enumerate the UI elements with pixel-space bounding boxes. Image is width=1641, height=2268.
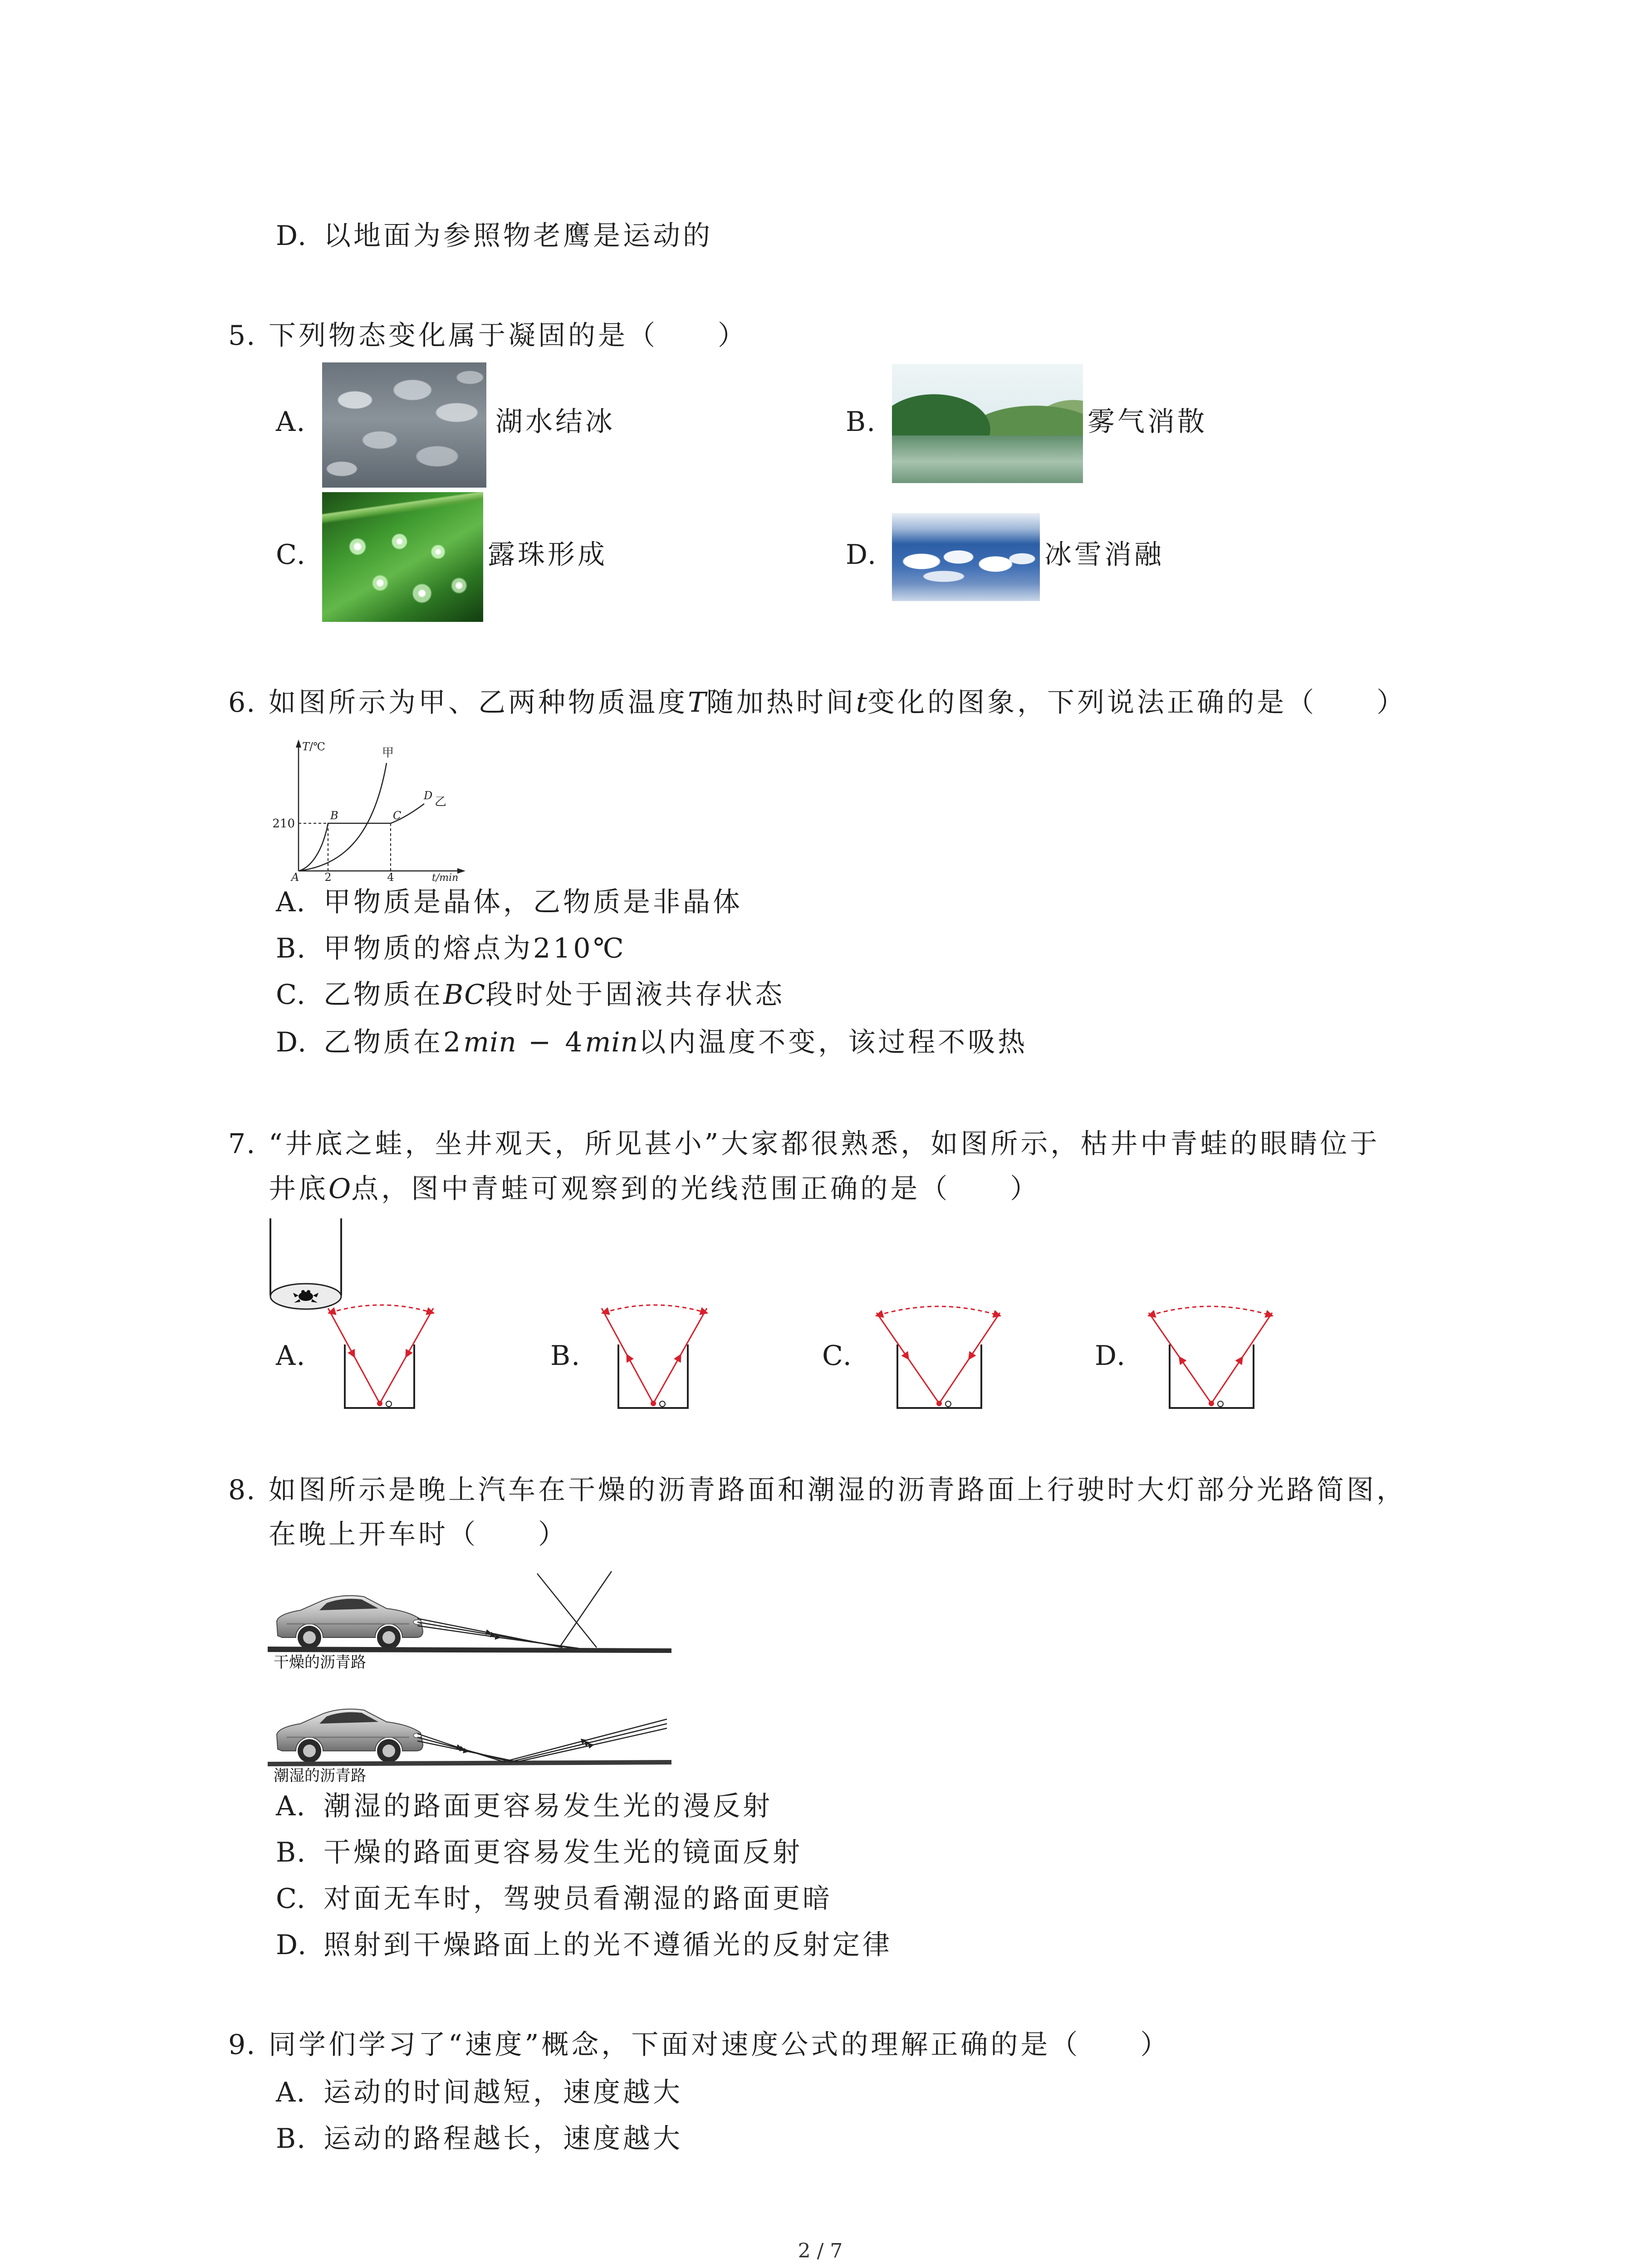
q8-option-c-label: C. (276, 1883, 306, 1915)
right-ray (1242, 1313, 1272, 1358)
q5-option-d-label: D. (846, 539, 877, 571)
q6-option-d-part: 以内温度不变，该过程不吸热 (638, 1026, 1028, 1058)
q5-stem: 下列物态变化属于凝固的是（ ） (269, 320, 748, 352)
y-axis-unit: /℃ (309, 740, 325, 753)
q7-stem-part: 井底 (269, 1173, 328, 1205)
view-range-arc (603, 1305, 706, 1313)
curve-yi (299, 804, 424, 871)
y-axis-arrow (296, 739, 301, 748)
q8-option-b-label: B. (276, 1837, 307, 1868)
q9-stem: 同学们学习了“速度”概念，下面对速度公式的理解正确的是（ ） (269, 2029, 1171, 2061)
q6-option-c-part: 乙物质在 (323, 979, 443, 1011)
q8-option-d-label: D. (276, 1929, 308, 1961)
q6-option-a-text (323, 884, 743, 920)
car-dry-road (277, 1596, 423, 1649)
q4-option-d-text: 以地面为参照物老鹰是运动的 (323, 220, 713, 252)
eye-point (1209, 1401, 1214, 1406)
q4-option-d-label: D. (276, 220, 308, 252)
q8-stem-line1: 如图所示是晚上汽车在干燥的沥青路面和潮湿的沥青路面上行驶时大灯部分光路简图， (269, 1474, 1406, 1506)
right-ray (1211, 1358, 1242, 1403)
curve-yi-label: 乙 (435, 795, 447, 809)
q6-stem-part: 随加热时间 (706, 687, 857, 719)
curve-jia-label: 甲 (382, 746, 394, 760)
point-c-label: C (393, 809, 402, 822)
q5-option-a-text: 湖水结冰 (495, 406, 615, 438)
y-axis-label (302, 740, 325, 753)
eye-point (651, 1401, 656, 1406)
q7-number: 7. (228, 1128, 256, 1160)
q9-option-b-label: B. (276, 2123, 307, 2155)
point-b-label: B (330, 809, 338, 822)
point-o-marker (1218, 1401, 1223, 1407)
q7-stem-line2 (269, 1171, 1040, 1207)
x-axis-label: t/min (432, 872, 459, 882)
q6-option-c-symbol: BC (443, 979, 486, 1011)
q8-option-a-text: 潮湿的路面更容易发生光的漫反射 (323, 1790, 773, 1822)
q6-option-d-text (323, 1024, 1028, 1061)
melting-snow-photo (892, 513, 1040, 601)
q6-option-a-label: A. (276, 886, 306, 918)
q9-option-a-label: A. (276, 2077, 306, 2108)
left-ray (602, 1308, 627, 1356)
well-outline (618, 1344, 688, 1408)
wet-road-surface (268, 1760, 671, 1766)
view-range-arc (877, 1306, 999, 1315)
q8-number: 8. (228, 1474, 256, 1506)
wet-road-light-rays (417, 1719, 667, 1762)
q6-stem-part: 变化的图象，下列说法正确的是（ ） (867, 687, 1407, 719)
q5-option-b-text: 雾气消散 (1087, 406, 1207, 438)
q6-option-b-text (323, 930, 627, 967)
q6-option-b-part: 甲物质的熔点为210℃ (323, 933, 627, 964)
view-range-arc (1150, 1306, 1271, 1315)
left-ray (1149, 1313, 1180, 1358)
point-o-marker (945, 1401, 951, 1407)
x-tick-4: 4 (387, 871, 394, 882)
eye-point (936, 1401, 942, 1406)
y-axis-symbol: T (302, 740, 310, 753)
q5-option-c-text: 露珠形成 (488, 539, 607, 571)
frog-in-well-illustration (267, 1217, 345, 1314)
q5-option-a-label: A. (276, 406, 306, 438)
page-number: 2 / 7 (798, 2239, 843, 2263)
y-tick-210: 210 (272, 817, 295, 831)
q6-option-b-label: B. (276, 933, 307, 964)
q6-stem-symbol-t: t (856, 687, 868, 719)
x-axis-arrow (457, 868, 465, 874)
frozen-lake-photo (322, 362, 486, 488)
q5-number: 5. (228, 320, 256, 352)
dew-drops-photo (322, 492, 483, 622)
q7-option-d-label: D. (1095, 1340, 1127, 1372)
q8-option-a-label: A. (276, 1790, 306, 1822)
misty-lake-photo (892, 364, 1083, 483)
q9-option-a-text: 运动的时间越短，速度越大 (323, 2077, 683, 2108)
wet-road-caption: 潮湿的沥青路 (274, 1767, 366, 1785)
view-range-arc (330, 1305, 432, 1313)
dry-road-caption: 干燥的沥青路 (274, 1653, 366, 1672)
left-ray (877, 1313, 908, 1358)
q7-stem-line1: “井底之蛙，坐井观天，所见甚小”大家都很熟悉，如图所示，枯井中青蛙的眼睛位于 (269, 1128, 1380, 1160)
q6-option-d-label: D. (276, 1026, 308, 1058)
q6-option-d-part: 乙物质在2 (323, 1026, 464, 1058)
q6-option-d-unit: min (585, 1026, 639, 1058)
q7-stem-symbol-O: O (328, 1173, 352, 1205)
q8-option-c-text: 对面无车时，驾驶员看潮湿的路面更暗 (323, 1883, 833, 1915)
curve-jia (299, 763, 387, 871)
point-o-marker (660, 1401, 665, 1407)
temperature-time-graph (268, 735, 467, 882)
q8-option-b-text: 干燥的路面更容易发生光的镜面反射 (323, 1837, 803, 1868)
well-outline (1170, 1344, 1254, 1408)
point-o-marker (386, 1401, 392, 1407)
q6-option-c-label: C. (276, 979, 306, 1011)
q7-option-c-diagram (870, 1303, 1006, 1412)
q6-stem (269, 684, 1406, 721)
dry-road-surface (268, 1647, 671, 1653)
q6-stem-part: 如图所示为甲、乙两种物质温度 (269, 687, 688, 719)
left-ray (328, 1308, 354, 1356)
q6-stem-symbol-T: T (688, 687, 707, 719)
left-ray (627, 1356, 653, 1403)
q6-number: 6. (228, 687, 256, 719)
q6-option-c-part: 段时处于固液共存状态 (485, 979, 785, 1011)
left-ray (1180, 1358, 1211, 1403)
q7-option-a-diagram (324, 1303, 438, 1412)
right-ray (970, 1313, 1000, 1358)
q7-option-a-label: A. (276, 1340, 306, 1372)
q7-option-b-label: B. (550, 1340, 581, 1372)
q5-option-d-text: 冰雪消融 (1044, 539, 1164, 571)
x-tick-2: 2 (324, 871, 332, 882)
q8-option-d-text: 照射到干燥路面上的光不遵循光的反射定律 (323, 1929, 892, 1961)
right-ray (380, 1356, 407, 1403)
car-wet-road (277, 1709, 423, 1763)
q8-stem-line2: 在晚上开车时（ ） (269, 1519, 568, 1550)
origin-a-label: A (291, 871, 299, 882)
q9-option-b-text: 运动的路程越长，速度越大 (323, 2123, 683, 2155)
q7-option-d-diagram (1142, 1303, 1279, 1412)
right-ray (407, 1308, 433, 1356)
q6-option-d-part: − 4 (516, 1026, 585, 1058)
eye-point (377, 1401, 382, 1406)
right-ray (939, 1358, 970, 1403)
left-ray (908, 1358, 939, 1403)
q9-number: 9. (228, 2029, 256, 2061)
q6-option-c-text (323, 977, 785, 1013)
well-outline (897, 1344, 981, 1408)
q7-option-c-label: C. (822, 1340, 852, 1372)
headlight-reflection-figure (268, 1569, 671, 1792)
q6-option-d-unit: min (463, 1026, 517, 1058)
q6-option-a-part: 甲物质是晶体，乙物质是非晶体 (323, 886, 743, 918)
dry-road-light-rays (417, 1571, 612, 1648)
right-ray (680, 1308, 707, 1356)
q5-option-b-label: B. (846, 406, 877, 438)
q7-option-b-diagram (598, 1303, 711, 1412)
right-ray (653, 1356, 680, 1403)
point-d-label: D (424, 789, 433, 802)
well-outline (345, 1344, 414, 1408)
left-ray (354, 1356, 380, 1403)
q7-stem-part: 点，图中青蛙可观察到的光线范围正确的是（ ） (351, 1173, 1040, 1205)
q5-option-c-label: C. (276, 539, 306, 571)
